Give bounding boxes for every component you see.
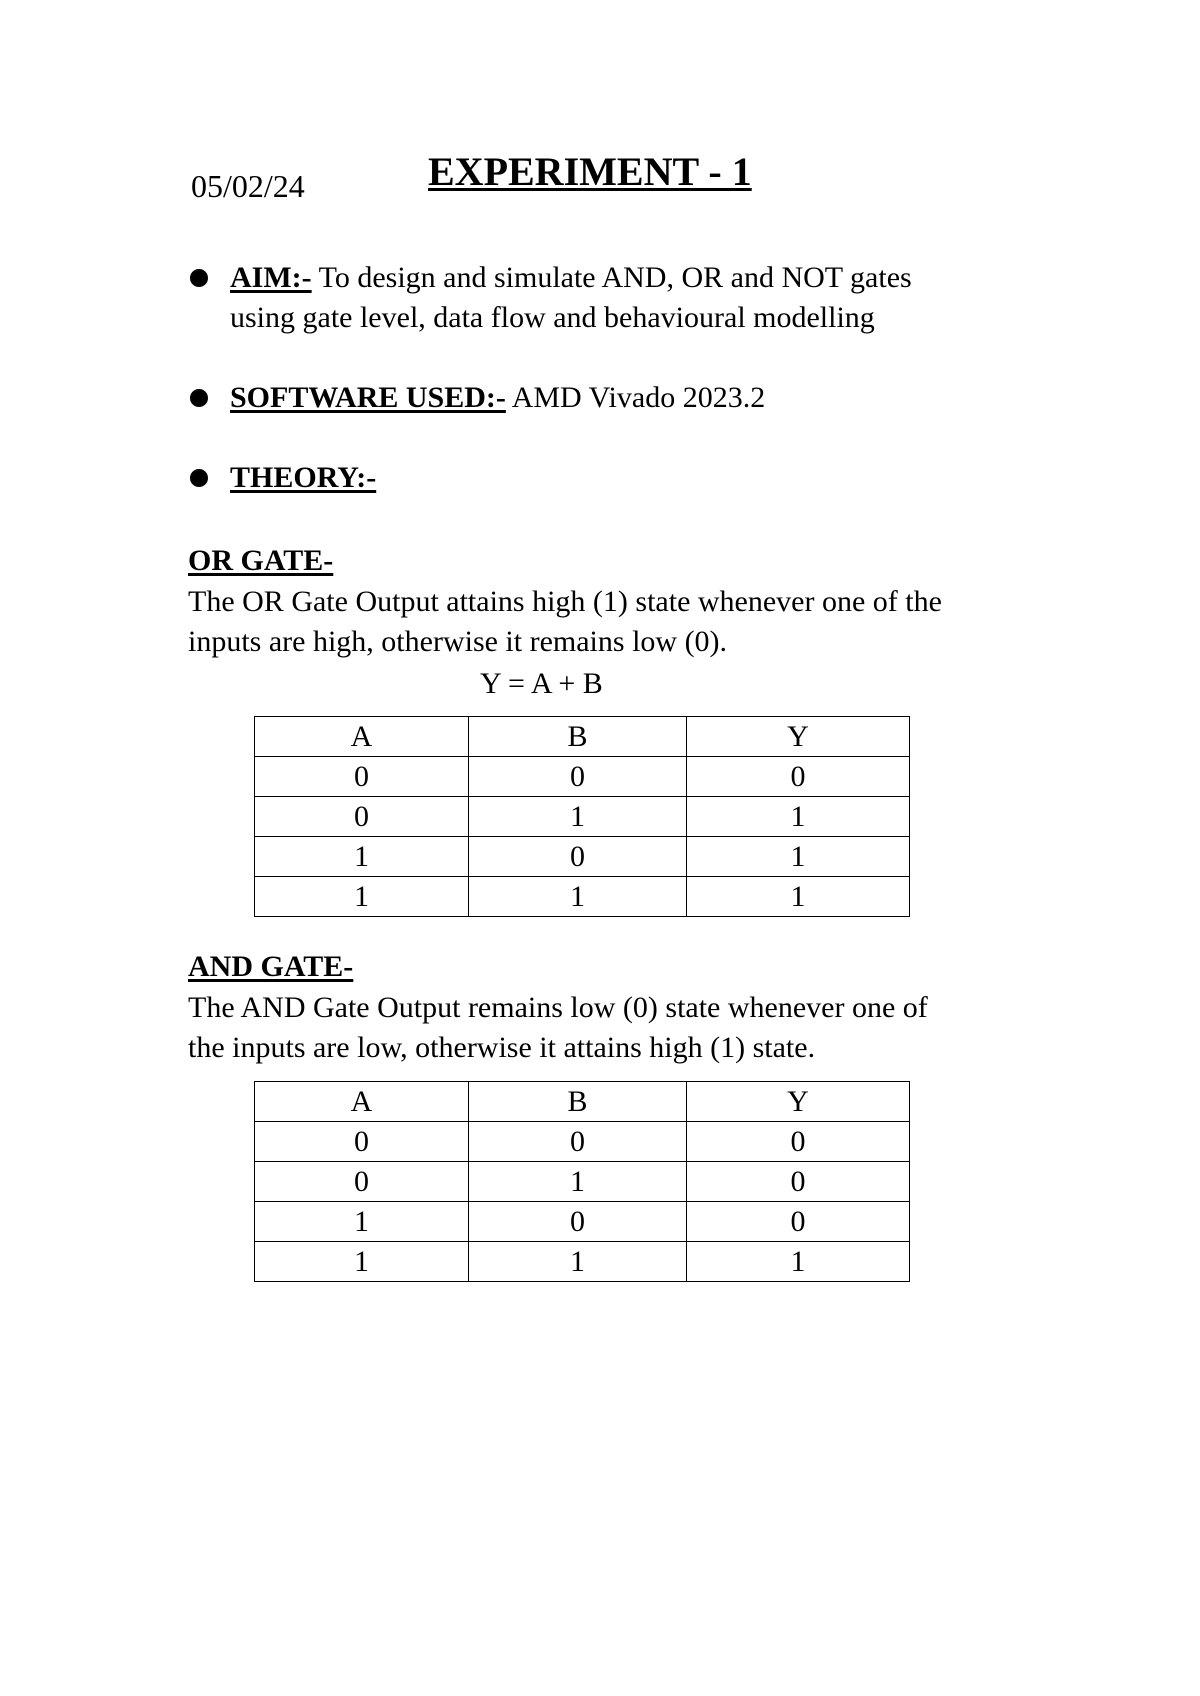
table-cell: 0 — [469, 1122, 687, 1162]
table-cell: 0 — [255, 797, 469, 837]
or-gate-formula: Y = A + B — [480, 667, 603, 700]
or-desc-line2: inputs are high, otherwise it remains low (0). — [188, 625, 728, 658]
table-cell: 1 — [469, 1242, 687, 1282]
column-header: B — [469, 717, 687, 757]
table-cell: 0 — [469, 1202, 687, 1242]
table-cell: 1 — [469, 797, 687, 837]
table-row — [255, 797, 910, 837]
software-label: SOFTWARE USED:- — [230, 381, 506, 414]
software-value: AMD Vivado 2023.2 — [505, 381, 766, 414]
table-row — [255, 877, 910, 917]
column-header: B — [469, 1082, 687, 1122]
table-cell: 1 — [255, 837, 469, 877]
table-cell: 1 — [255, 1202, 469, 1242]
column-header: A — [255, 1082, 469, 1122]
table-cell: 0 — [255, 1122, 469, 1162]
table-cell: 1 — [687, 837, 910, 877]
table-cell: 0 — [687, 757, 910, 797]
table-cell: 1 — [469, 877, 687, 917]
theory-label: THEORY:- — [230, 461, 377, 494]
table-header-row — [255, 1082, 910, 1122]
table-cell: 0 — [469, 837, 687, 877]
aim-line2: using gate level, data flow and behavioural modelling — [230, 301, 875, 334]
and-truth-table — [254, 1081, 910, 1282]
or-gate-heading: OR GATE- — [188, 544, 334, 577]
and-gate-description — [188, 988, 1048, 1068]
theory-text — [230, 458, 1050, 498]
experiment-date: 05/02/24 — [191, 168, 305, 204]
and-gate-heading: AND GATE- — [188, 950, 354, 983]
table-cell: 1 — [255, 1242, 469, 1282]
software-text — [230, 378, 1050, 418]
table-cell: 1 — [469, 1162, 687, 1202]
table-row — [255, 757, 910, 797]
table-cell: 1 — [687, 1242, 910, 1282]
aim-line1: To design and simulate AND, OR and NOT gates — [311, 261, 912, 294]
table-cell: 0 — [255, 757, 469, 797]
table-cell: 1 — [255, 877, 469, 917]
experiment-title: EXPERIMENT - 1 — [428, 149, 752, 194]
bullet-dot-icon — [190, 269, 208, 287]
table-header-row — [255, 717, 910, 757]
table-cell: 0 — [469, 757, 687, 797]
column-header: Y — [687, 1082, 910, 1122]
bullet-dot-icon — [190, 469, 208, 487]
or-truth-table — [254, 716, 910, 917]
and-desc-line2: the inputs are low, otherwise it attains high (1) state. — [188, 1031, 816, 1064]
table-row — [255, 1242, 910, 1282]
table-cell: 1 — [687, 797, 910, 837]
table-row — [255, 1162, 910, 1202]
table-row — [255, 837, 910, 877]
bullet-dot-icon — [190, 389, 208, 407]
or-gate-description — [188, 582, 1048, 662]
column-header: A — [255, 717, 469, 757]
or-desc-line1: The OR Gate Output attains high (1) state whenever one of the — [188, 585, 942, 618]
table-cell: 0 — [687, 1202, 910, 1242]
table-cell: 0 — [687, 1122, 910, 1162]
table-cell: 1 — [687, 877, 910, 917]
aim-label: AIM:- — [230, 261, 312, 294]
and-desc-line1: The AND Gate Output remains low (0) state whenever one of — [188, 991, 928, 1024]
table-cell: 0 — [687, 1162, 910, 1202]
table-row — [255, 1122, 910, 1162]
column-header: Y — [687, 717, 910, 757]
table-row — [255, 1202, 910, 1242]
aim-text — [230, 258, 1050, 338]
table-cell: 0 — [255, 1162, 469, 1202]
